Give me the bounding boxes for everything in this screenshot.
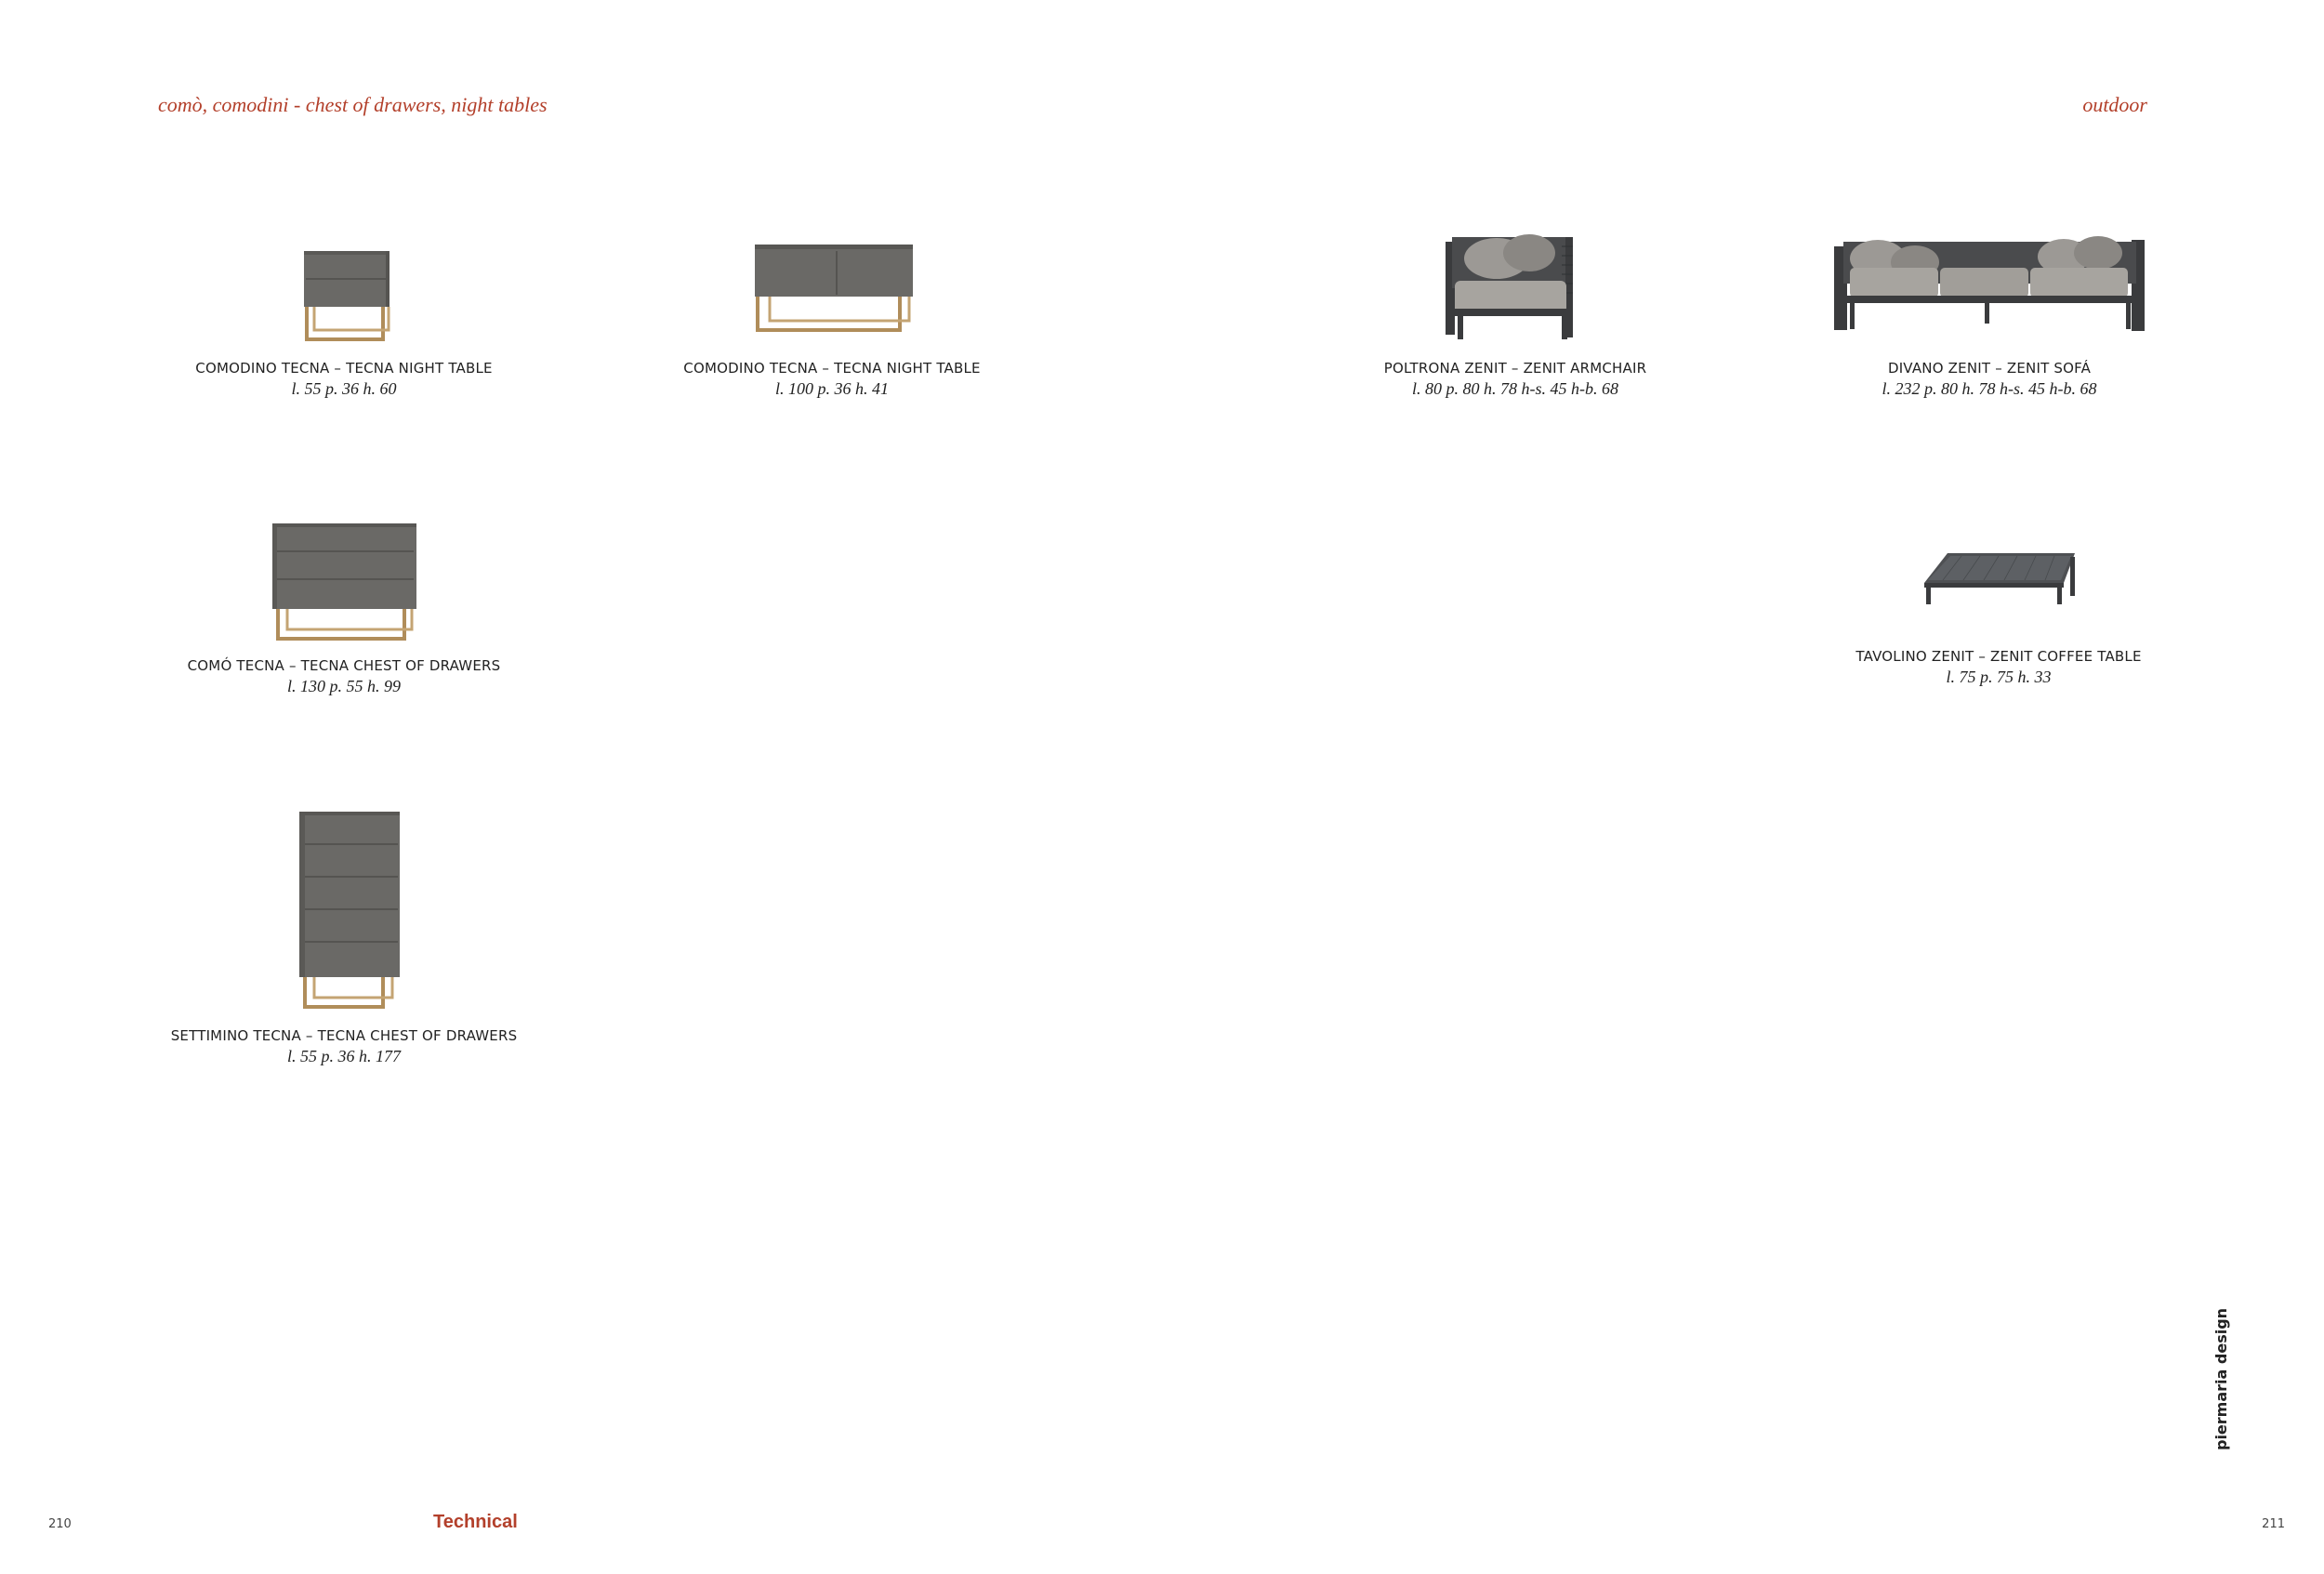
- product-dimensions: l. 55 p. 36 h. 177: [286, 1047, 401, 1065]
- product-dimensions: l. 80 p. 80 h. 78 h-s. 45 h-b. 68: [1412, 379, 1618, 398]
- page-number-left: 210: [48, 1517, 72, 1531]
- product-zenit-armchair: [1357, 223, 1673, 399]
- product-name: TAVOLINO ZENIT – ZENIT COFFEE TABLE: [1855, 648, 2142, 665]
- wide-night-table-image: [744, 237, 920, 349]
- product-name: SETTIMINO TECNA – TECNA CHEST OF DRAWERS: [170, 1027, 518, 1044]
- product-name: COMODINO TECNA – TECNA NIGHT TABLE: [195, 360, 493, 377]
- brand-name: piermaria design: [2212, 1307, 2230, 1450]
- footer-section-label: Technical: [433, 1512, 518, 1532]
- product-name: COMODINO TECNA – TECNA NIGHT TABLE: [683, 360, 981, 377]
- product-name: POLTRONA ZENIT – ZENIT ARMCHAIR: [1383, 360, 1647, 377]
- night-table-image: [288, 237, 400, 349]
- product-tecna-night-table-55: [186, 237, 502, 399]
- product-dimensions: l. 130 p. 55 h. 99: [286, 677, 401, 695]
- product-tecna-settimino: [163, 807, 525, 1066]
- section-title-right: outdoor: [2082, 93, 2147, 116]
- page-number-right: 211: [2262, 1517, 2285, 1531]
- chest-of-drawers-image: [265, 516, 423, 646]
- product-dimensions: l. 55 p. 36 h. 60: [291, 379, 397, 398]
- product-dimensions: l. 100 p. 36 h. 41: [774, 379, 889, 398]
- coffee-table-image: [1915, 535, 2082, 637]
- product-name: DIVANO ZENIT – ZENIT SOFÁ: [1887, 360, 2092, 377]
- product-tecna-chest-of-drawers: [186, 516, 502, 696]
- product-name: COMÓ TECNA – TECNA CHEST OF DRAWERS: [187, 657, 501, 674]
- settimino-image: [288, 807, 400, 1016]
- product-zenit-sofa: [1822, 223, 2157, 399]
- product-dimensions: l. 232 p. 80 h. 78 h-s. 45 h-b. 68: [1882, 379, 2097, 398]
- armchair-image: [1432, 223, 1599, 349]
- sofa-image: [1827, 223, 2152, 349]
- product-zenit-coffee-table: [1841, 535, 2157, 687]
- product-tecna-night-table-100: [674, 237, 990, 399]
- product-dimensions: l. 75 p. 75 h. 33: [1946, 668, 2052, 686]
- section-title-left: comò, comodini - chest of drawers, night tables: [158, 93, 548, 116]
